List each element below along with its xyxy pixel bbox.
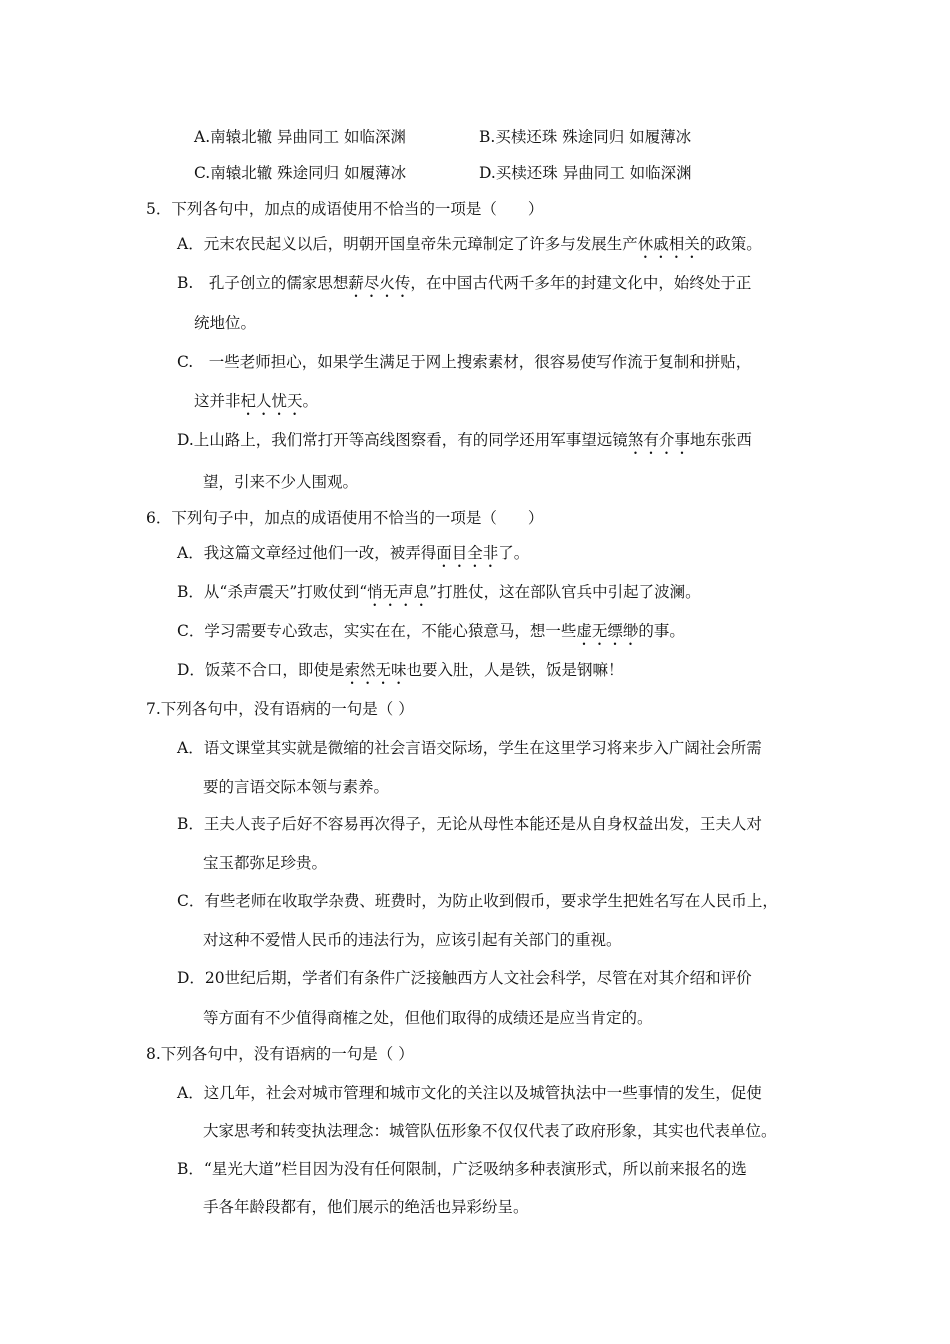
q5-option-d: D.上山路上，我们常打开等高线图察看，有的同学还用军事望远镜煞有介事地东张西 [177,431,752,449]
q6-option-d: D．饭菜不合口，即使是索然无味也要入肚，人是铁，饭是钢嘛！ [177,661,624,679]
q8-option-a: A．这几年，社会对城市管理和城市文化的关注以及城管执法中一些事情的发生，促使 [177,1084,762,1102]
q4-option-d: D.买椟还珠 异曲同工 如临深渊 [479,164,692,182]
q7-option-c-cont: 对这种不爱惜人民币的违法行为，应该引起有关部门的重视。 [203,931,622,949]
q5-option-c: C. 一些老师担心，如果学生满足于网上搜索素材，很容易使写作流于复制和拼贴， [177,353,752,371]
emphasized-idiom: 索然无味 [344,661,407,679]
q4-option-a: A.南辕北辙 异曲同工 如临深渊 [194,128,406,146]
q5-option-b-cont: 统地位。 [194,314,257,332]
q6-option-a: A．我这篇文章经过他们一改，被弄得面目全非了。 [177,544,530,562]
q8-option-a-cont: 大家思考和转变执法理念：城管队伍形象不仅仅代表了政府形象，其实也代表单位。 [203,1122,777,1140]
q7-option-b: B．王夫人丧子后好不容易再次得子，无论从母性本能还是从自身权益出发，王夫人对 [177,815,762,833]
q7-option-d: D．20世纪后期，学者们有条件广泛接触西方人文社会科学，尽管在对其介绍和评价 [177,969,752,987]
q5-option-c-cont: 这并非杞人忧天。 [194,392,319,410]
q7-option-a: A．语文课堂其实就是微缩的社会言语交际场，学生在这里学习将来步入广阔社会所需 [177,739,762,757]
emphasized-idiom: 虚无缥缈 [576,622,639,640]
q4-option-b: B.买椟还珠 殊途同归 如履薄冰 [479,128,692,146]
emphasized-idiom: 悄无声息 [367,583,430,601]
q8-option-b-cont: 手各年龄段都有，他们展示的绝活也异彩纷呈。 [203,1198,529,1216]
q7-option-b-cont: 宝玉都弥足珍贵。 [203,854,328,872]
q7-option-d-cont: 等方面有不少值得商榷之处，但他们取得的成绩还是应当肯定的。 [203,1009,653,1027]
q5-option-d-cont: 望，引来不少人围观。 [203,473,359,491]
q5-option-b: B. 孔子创立的儒家思想薪尽火传，在中国古代两千多年的封建文化中，始终处于正 [177,274,752,292]
q5-option-a: A．元末农民起义以后，明朝开国皇帝朱元璋制定了许多与发展生产休戚相关的政策。 [177,235,762,253]
q8-option-b: B．“星光大道”栏目因为没有任何限制，广泛吸纳多种表演形式，所以前来报名的选 [177,1160,747,1178]
q6-option-b: B．从“杀声震天”打败仗到“悄无声息”打胜仗，这在部队官兵中引起了波澜。 [177,583,701,601]
q7-stem: 7.下列各句中，没有语病的一句是（ ） [146,700,414,718]
emphasized-idiom: 薪尽火传 [348,274,411,292]
emphasized-idiom: 煞有介事 [627,431,690,449]
emphasized-idiom: 休戚相关 [637,235,700,253]
emphasized-idiom: 杞人忧天 [240,392,303,410]
q5-stem: 5．下列各句中，加点的成语使用不恰当的一项是（ ） [146,200,544,218]
q8-stem: 8.下列各句中，没有语病的一句是（ ） [146,1045,414,1063]
q6-option-c: C．学习需要专心致志，实实在在，不能心猿意马，想一些虚无缥缈的事。 [177,622,685,640]
emphasized-idiom: 面目全非 [436,544,499,562]
q7-option-a-cont: 要的言语交际本领与素养。 [203,778,390,796]
q6-stem: 6．下列句子中，加点的成语使用不恰当的一项是（ ） [146,509,544,527]
q7-option-c: C．有些老师在收取学杂费、班费时，为防止收到假币，要求学生把姓名写在人民币上， [177,892,778,910]
q4-option-c: C.南辕北辙 殊途同归 如履薄冰 [194,164,407,182]
